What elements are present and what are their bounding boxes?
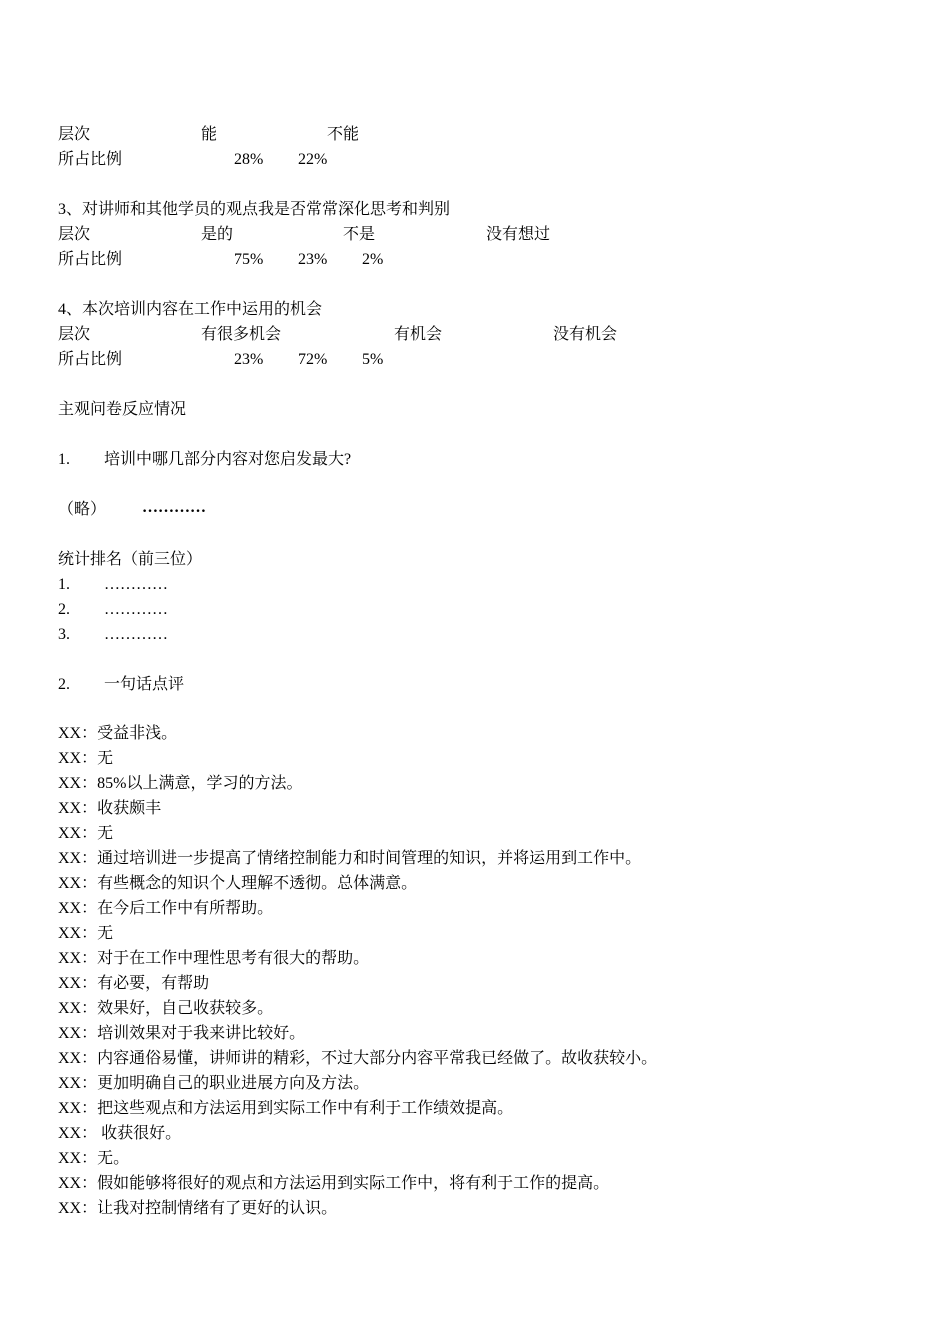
q4-header-some: 有机会 [394, 326, 443, 343]
subjective-q2-number: 2. [58, 676, 70, 693]
comment-line: XX：收获颇丰 [58, 800, 162, 817]
ranking-item-number: 3. [58, 626, 70, 643]
q3-title: 3、对讲师和其他学员的观点我是否常常深化思考和判别 [58, 201, 451, 218]
q4-ratio-many: 23% [234, 351, 264, 368]
comment-line: XX：通过培训进一步提高了情绪控制能力和时间管理的知识，并将运用到工作中。 [58, 850, 642, 867]
comment-line: XX：在今后工作中有所帮助。 [58, 900, 274, 917]
comment-line: XX：无 [58, 825, 114, 842]
q3-header-level: 层次 [58, 226, 91, 243]
q3-header-no: 不是 [343, 226, 376, 243]
omitted-dots: ………… [142, 499, 206, 516]
q4-ratio-label: 所占比例 [58, 351, 123, 368]
comment-line: XX：无。 [58, 1150, 130, 1167]
q2-ratio-label: 所占比例 [58, 151, 123, 168]
q3-header-yes: 是的 [201, 226, 234, 243]
ranking-item-text: ………… [104, 601, 168, 618]
comment-line: XX：85%以上满意，学习的方法。 [58, 775, 303, 792]
comment-line: XX：无 [58, 925, 114, 942]
q3-ratio-yes: 75% [234, 251, 264, 268]
subjective-q2-text: 一句话点评 [104, 676, 185, 693]
comment-line: XX：对于在工作中理性思考有很大的帮助。 [58, 950, 370, 967]
comment-line: XX：让我对控制情绪有了更好的认识。 [58, 1200, 338, 1217]
q4-title: 4、本次培训内容在工作中运用的机会 [58, 301, 323, 318]
comment-line: XX：有必要，有帮助 [58, 975, 210, 992]
q4-ratio-none: 5% [362, 351, 384, 368]
q2-header-level: 层次 [58, 126, 91, 143]
q2-header-cannot: 不能 [327, 126, 360, 143]
comment-line: XX：无 [58, 750, 114, 767]
q2-ratio-can: 28% [234, 151, 264, 168]
q4-header-level: 层次 [58, 326, 91, 343]
comment-line: XX：有些概念的知识个人理解不透彻。总体满意。 [58, 875, 418, 892]
comment-line: XX：受益非浅。 [58, 725, 178, 742]
q4-header-many: 有很多机会 [201, 326, 282, 343]
q4-ratio-some: 72% [298, 351, 328, 368]
comment-line: XX：假如能够将很好的观点和方法运用到实际工作中，将有利于工作的提高。 [58, 1175, 610, 1192]
comment-line: XX：更加明确自己的职业进展方向及方法。 [58, 1075, 370, 1092]
comment-line: XX： 收获很好。 [58, 1125, 182, 1142]
subjective-q1-text: 培训中哪几部分内容对您启发最大? [104, 451, 352, 468]
q4-header-none: 没有机会 [553, 326, 618, 343]
ranking-item-number: 2. [58, 601, 70, 618]
ranking-item-text: ………… [104, 626, 168, 643]
q3-ratio-no: 23% [298, 251, 328, 268]
q2-header-can: 能 [201, 126, 218, 143]
subjective-q1-number: 1. [58, 451, 70, 468]
comment-line: XX：把这些观点和方法运用到实际工作中有利于工作绩效提高。 [58, 1100, 514, 1117]
ranking-item-number: 1. [58, 576, 70, 593]
q3-header-never: 没有想过 [486, 226, 551, 243]
omitted-label: （略） [58, 501, 107, 518]
subjective-heading: 主观问卷反应情况 [58, 401, 187, 418]
q3-ratio-label: 所占比例 [58, 251, 123, 268]
q2-ratio-cannot: 22% [298, 151, 328, 168]
comment-line: XX：效果好，自己收获较多。 [58, 1000, 274, 1017]
comment-line: XX：培训效果对于我来讲比较好。 [58, 1025, 306, 1042]
comment-line: XX：内容通俗易懂，讲师讲的精彩，不过大部分内容平常我已经做了。故收获较小。 [58, 1050, 658, 1067]
ranking-title: 统计排名（前三位） [58, 551, 203, 568]
q3-ratio-never: 2% [362, 251, 384, 268]
ranking-item-text: ………… [104, 576, 168, 593]
